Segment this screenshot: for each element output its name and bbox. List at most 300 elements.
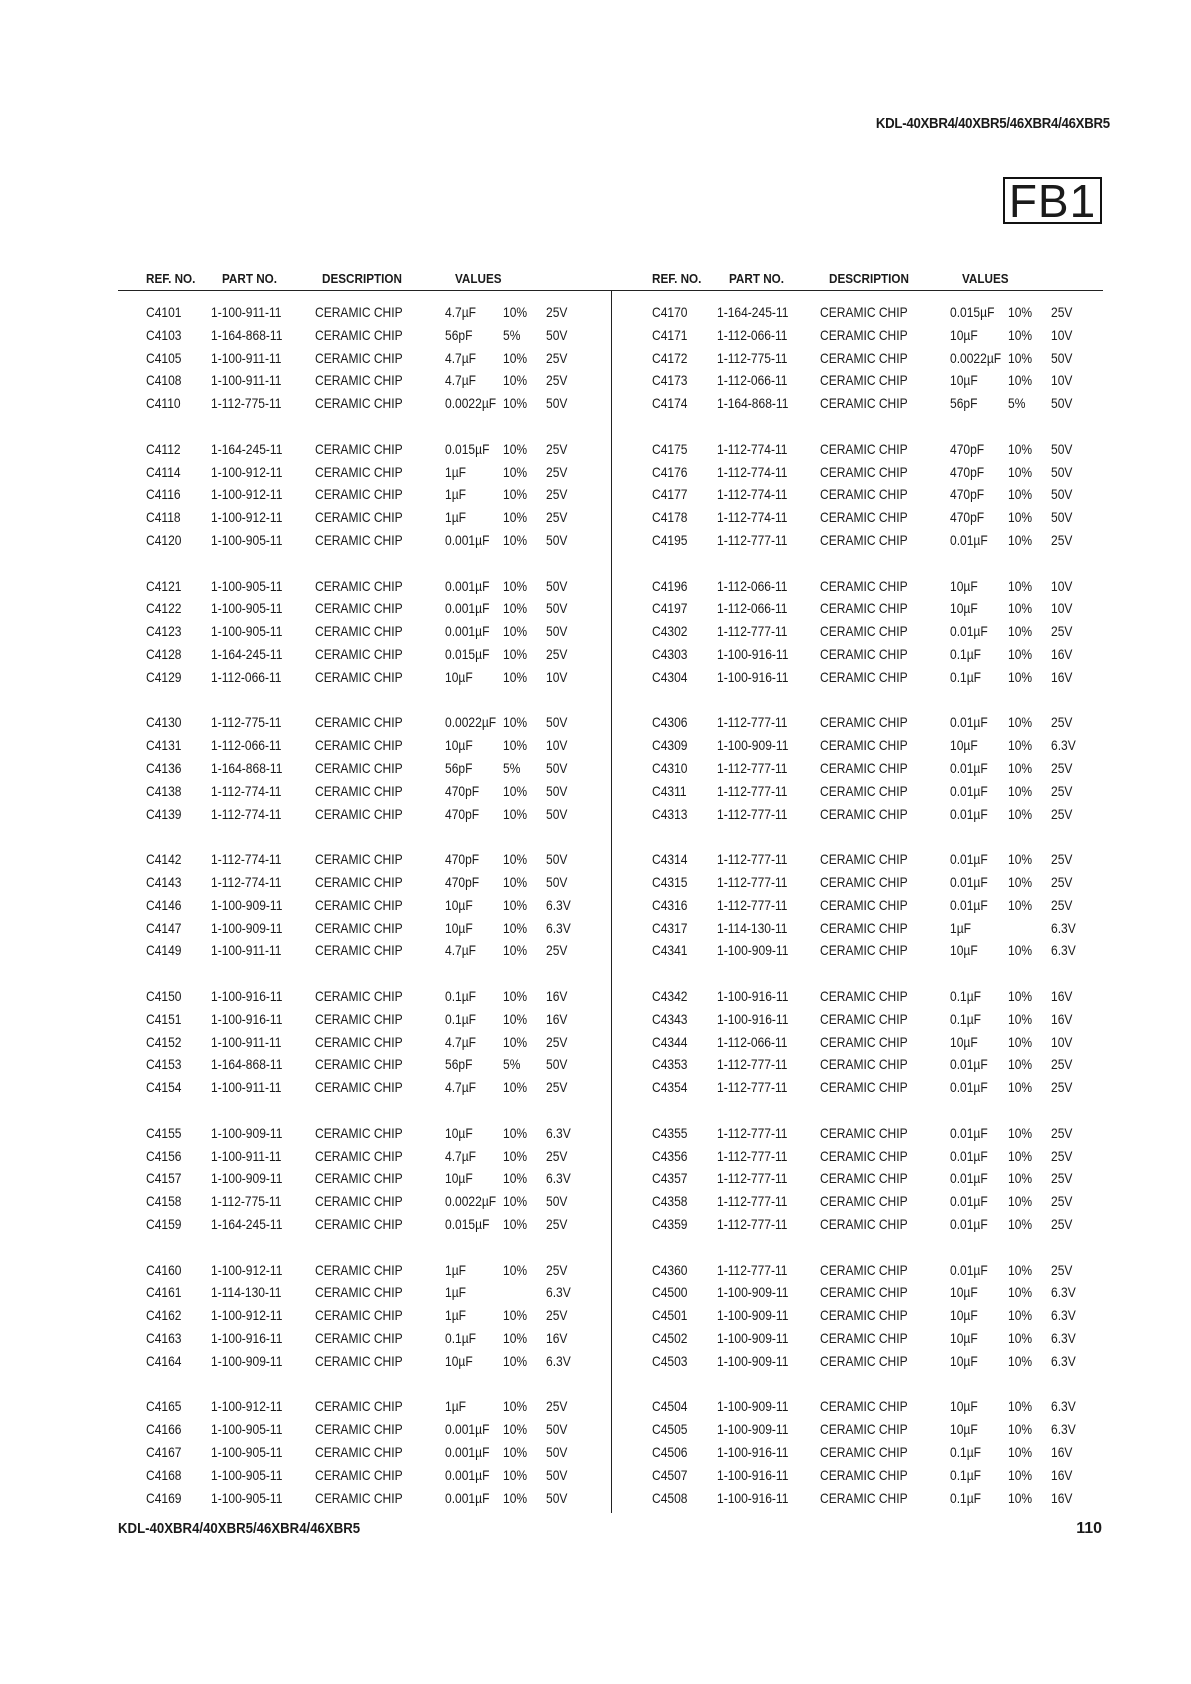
left-voltage: 25V — [546, 509, 568, 526]
right-ref-no: C4317 — [652, 919, 688, 936]
left-tolerance: 10% — [503, 1216, 528, 1232]
right-tolerance: 10% — [1008, 1444, 1033, 1460]
right-description: CERAMIC CHIP — [820, 1330, 908, 1346]
left-description: CERAMIC CHIP — [315, 532, 403, 548]
right-tolerance: 10% — [1008, 874, 1033, 890]
right-ref-no: C4177 — [652, 486, 688, 503]
left-ref-no: C4149 — [146, 942, 182, 959]
left-tolerance: 10% — [503, 486, 528, 503]
right-tolerance: 10% — [1008, 782, 1033, 799]
right-value: 0.0022µF — [950, 349, 1002, 366]
right-voltage: 10V — [1051, 326, 1073, 343]
right-ref-no: C4303 — [652, 646, 688, 662]
right-voltage: 10V — [1051, 372, 1073, 389]
left-description: CERAMIC CHIP — [315, 326, 403, 343]
right-part-no: 1-112-777-11 — [717, 805, 788, 822]
right-part-no: 1-112-777-11 — [717, 623, 788, 640]
right-ref-no: C4503 — [652, 1352, 688, 1369]
right-value: 0.01µF — [950, 896, 988, 913]
left-description: CERAMIC CHIP — [315, 349, 403, 366]
left-tolerance: 10% — [503, 440, 528, 457]
right-description: CERAMIC CHIP — [820, 1489, 908, 1506]
left-voltage: 25V — [546, 1398, 568, 1415]
left-part-no: 1-100-912-11 — [211, 486, 283, 503]
left-ref-no: C4169 — [146, 1489, 182, 1506]
right-description: CERAMIC CHIP — [820, 1284, 908, 1301]
left-description: CERAMIC CHIP — [315, 1489, 403, 1506]
left-tolerance: 10% — [503, 1352, 528, 1369]
right-description: CERAMIC CHIP — [820, 600, 908, 617]
right-voltage: 25V — [1051, 1147, 1073, 1164]
left-ref-no: C4164 — [146, 1352, 182, 1369]
right-description: CERAMIC CHIP — [820, 737, 908, 754]
left-tolerance: 10% — [503, 1010, 528, 1027]
left-voltage: 25V — [546, 304, 568, 320]
right-description: CERAMIC CHIP — [820, 1444, 908, 1460]
left-voltage: 25V — [546, 1033, 568, 1050]
right-value: 470pF — [950, 509, 985, 526]
right-voltage: 50V — [1051, 486, 1073, 503]
right-part-no: 1-112-066-11 — [717, 372, 788, 389]
right-voltage: 16V — [1051, 1489, 1073, 1506]
left-tolerance: 10% — [503, 600, 528, 617]
left-description: CERAMIC CHIP — [315, 486, 403, 503]
right-part-no: 1-100-916-11 — [717, 1466, 789, 1483]
right-ref-no: C4315 — [652, 874, 688, 890]
right-part-no: 1-112-774-11 — [717, 463, 788, 480]
left-ref-no: C4123 — [146, 623, 182, 640]
left-part-no: 1-100-911-11 — [211, 372, 282, 389]
left-value: 470pF — [445, 874, 480, 890]
right-value: 470pF — [950, 486, 985, 503]
left-ref-no: C4152 — [146, 1033, 182, 1050]
left-tolerance: 10% — [503, 1398, 528, 1415]
right-tolerance: 10% — [1008, 349, 1033, 366]
left-voltage: 50V — [546, 714, 568, 731]
right-value: 10µF — [950, 1398, 978, 1415]
left-voltage: 50V — [546, 600, 568, 617]
board-label-box — [1003, 175, 1102, 227]
left-ref-no: C4101 — [146, 304, 182, 320]
right-ref-no: C4359 — [652, 1216, 688, 1232]
right-description: CERAMIC CHIP — [820, 1147, 908, 1164]
right-tolerance: 10% — [1008, 988, 1033, 1004]
left-ref-no: C4163 — [146, 1330, 182, 1346]
left-description: CERAMIC CHIP — [315, 1330, 403, 1346]
left-part-no: 1-100-916-11 — [211, 988, 283, 1004]
left-value: 0.1µF — [445, 1330, 477, 1346]
left-value: 10µF — [445, 896, 473, 913]
left-part-no: 1-112-775-11 — [211, 1193, 282, 1210]
right-voltage: 25V — [1051, 874, 1073, 890]
right-part-no: 1-112-777-11 — [717, 1056, 788, 1073]
right-ref-no: C4171 — [652, 326, 688, 343]
right-part-no: 1-100-916-11 — [717, 668, 789, 685]
left-value: 10µF — [445, 919, 473, 936]
left-value: 0.015µF — [445, 1216, 490, 1232]
left-voltage: 50V — [546, 760, 568, 776]
left-voltage: 50V — [546, 326, 568, 343]
right-ref-no: C4306 — [652, 714, 688, 731]
left-ref-no: C4159 — [146, 1216, 182, 1232]
right-ref-no: C4344 — [652, 1033, 688, 1050]
right-voltage: 50V — [1051, 349, 1073, 366]
left-part-no: 1-112-066-11 — [211, 737, 282, 754]
left-ref-no: C4138 — [146, 782, 182, 799]
left-value: 0.0022µF — [445, 714, 497, 731]
left-voltage: 16V — [546, 1330, 568, 1346]
left-value: 4.7µF — [445, 349, 477, 366]
right-tolerance: 10% — [1008, 805, 1033, 822]
right-value: 10µF — [950, 1033, 978, 1050]
left-ref-no: C4136 — [146, 760, 182, 776]
right-part-no: 1-112-777-11 — [717, 1170, 788, 1187]
left-part-no: 1-100-905-11 — [211, 577, 283, 594]
right-voltage: 6.3V — [1051, 1307, 1076, 1324]
right-tolerance: 10% — [1008, 1216, 1033, 1232]
right-part-no: 1-112-777-11 — [717, 1216, 788, 1232]
right-part-no: 1-164-245-11 — [717, 304, 789, 320]
col-header-ref-left: REF. NO. — [146, 271, 196, 286]
right-value: 0.01µF — [950, 1124, 988, 1141]
right-part-no: 1-112-777-11 — [717, 851, 788, 868]
right-tolerance: 5% — [1008, 395, 1026, 412]
left-description: CERAMIC CHIP — [315, 1147, 403, 1164]
left-tolerance: 10% — [503, 1421, 528, 1438]
left-tolerance: 10% — [503, 1170, 528, 1187]
right-tolerance: 10% — [1008, 600, 1033, 617]
left-description: CERAMIC CHIP — [315, 760, 403, 776]
right-part-no: 1-100-909-11 — [717, 737, 789, 754]
right-voltage: 6.3V — [1051, 1284, 1076, 1301]
left-tolerance: 10% — [503, 1124, 528, 1141]
right-ref-no: C4354 — [652, 1079, 688, 1096]
right-value: 10µF — [950, 942, 978, 959]
right-value: 0.01µF — [950, 1056, 988, 1073]
left-part-no: 1-100-905-11 — [211, 532, 283, 548]
right-description: CERAMIC CHIP — [820, 1124, 908, 1141]
right-ref-no: C4196 — [652, 577, 688, 594]
left-description: CERAMIC CHIP — [315, 577, 403, 594]
right-tolerance: 10% — [1008, 896, 1033, 913]
left-voltage: 6.3V — [546, 896, 571, 913]
left-part-no: 1-100-916-11 — [211, 1010, 283, 1027]
right-ref-no: C4314 — [652, 851, 688, 868]
left-part-no: 1-164-868-11 — [211, 326, 283, 343]
left-value: 1µF — [445, 1261, 466, 1278]
right-voltage: 25V — [1051, 782, 1073, 799]
page-number: 110 — [1076, 1520, 1102, 1537]
right-ref-no: C4170 — [652, 304, 688, 320]
right-part-no: 1-100-916-11 — [717, 1010, 789, 1027]
right-voltage: 6.3V — [1051, 737, 1076, 754]
left-value: 0.001µF — [445, 1466, 490, 1483]
right-value: 10µF — [950, 1284, 978, 1301]
left-part-no: 1-112-775-11 — [211, 714, 282, 731]
left-description: CERAMIC CHIP — [315, 1466, 403, 1483]
left-part-no: 1-114-130-11 — [211, 1284, 282, 1301]
right-voltage: 10V — [1051, 1033, 1073, 1050]
right-value: 10µF — [950, 1352, 978, 1369]
left-voltage: 50V — [546, 1489, 568, 1506]
right-description: CERAMIC CHIP — [820, 372, 908, 389]
right-value: 0.1µF — [950, 668, 982, 685]
right-description: CERAMIC CHIP — [820, 988, 908, 1004]
right-voltage: 6.3V — [1051, 942, 1076, 959]
right-voltage: 6.3V — [1051, 1421, 1076, 1438]
left-ref-no: C4112 — [146, 440, 181, 457]
col-header-ref-right: REF. NO. — [652, 271, 702, 286]
left-value: 4.7µF — [445, 942, 477, 959]
right-tolerance: 10% — [1008, 737, 1033, 754]
left-part-no: 1-112-774-11 — [211, 874, 282, 890]
right-tolerance: 10% — [1008, 1330, 1033, 1346]
right-part-no: 1-100-916-11 — [717, 646, 789, 662]
right-tolerance: 10% — [1008, 577, 1033, 594]
right-value: 0.01µF — [950, 532, 988, 548]
left-voltage: 6.3V — [546, 919, 571, 936]
right-value: 10µF — [950, 1421, 978, 1438]
left-part-no: 1-100-909-11 — [211, 1170, 283, 1187]
left-description: CERAMIC CHIP — [315, 1193, 403, 1210]
left-tolerance: 10% — [503, 349, 528, 366]
left-value: 470pF — [445, 782, 480, 799]
right-ref-no: C4356 — [652, 1147, 688, 1164]
left-value: 56pF — [445, 326, 473, 343]
left-part-no: 1-100-911-11 — [211, 942, 282, 959]
right-voltage: 25V — [1051, 304, 1073, 320]
left-ref-no: C4168 — [146, 1466, 182, 1483]
left-value: 0.0022µF — [445, 395, 497, 412]
right-ref-no: C4309 — [652, 737, 688, 754]
left-tolerance: 10% — [503, 988, 528, 1004]
left-tolerance: 10% — [503, 577, 528, 594]
right-voltage: 16V — [1051, 1444, 1073, 1460]
left-ref-no: C4162 — [146, 1307, 182, 1324]
left-value: 0.1µF — [445, 988, 477, 1004]
left-ref-no: C4120 — [146, 532, 182, 548]
right-value: 10µF — [950, 326, 978, 343]
left-part-no: 1-100-912-11 — [211, 1398, 283, 1415]
right-value: 10µF — [950, 600, 978, 617]
left-value: 10µF — [445, 737, 473, 754]
right-value: 0.01µF — [950, 874, 988, 890]
right-tolerance: 10% — [1008, 851, 1033, 868]
left-part-no: 1-100-911-11 — [211, 349, 282, 366]
left-voltage: 10V — [546, 668, 568, 685]
left-tolerance: 10% — [503, 646, 528, 662]
right-part-no: 1-112-066-11 — [717, 326, 788, 343]
col-header-desc-right: DESCRIPTION — [829, 271, 909, 286]
left-voltage: 50V — [546, 395, 568, 412]
left-value: 1µF — [445, 1307, 466, 1324]
right-description: CERAMIC CHIP — [820, 714, 908, 731]
right-voltage: 6.3V — [1051, 1352, 1076, 1369]
left-value: 4.7µF — [445, 1147, 477, 1164]
right-tolerance: 10% — [1008, 304, 1033, 320]
left-tolerance: 10% — [503, 623, 528, 640]
left-description: CERAMIC CHIP — [315, 782, 403, 799]
left-ref-no: C4153 — [146, 1056, 182, 1073]
right-voltage: 16V — [1051, 646, 1073, 662]
right-tolerance: 10% — [1008, 668, 1033, 685]
left-description: CERAMIC CHIP — [315, 874, 403, 890]
right-ref-no: C4173 — [652, 372, 688, 389]
right-value: 0.01µF — [950, 805, 988, 822]
left-value: 0.001µF — [445, 577, 490, 594]
left-value: 0.001µF — [445, 1444, 490, 1460]
right-value: 0.01µF — [950, 782, 988, 799]
left-voltage: 6.3V — [546, 1284, 571, 1301]
left-description: CERAMIC CHIP — [315, 509, 403, 526]
right-tolerance: 10% — [1008, 1466, 1033, 1483]
left-description: CERAMIC CHIP — [315, 1261, 403, 1278]
left-part-no: 1-100-909-11 — [211, 896, 283, 913]
left-voltage: 50V — [546, 1444, 568, 1460]
left-tolerance: 10% — [503, 851, 528, 868]
left-part-no: 1-100-911-11 — [211, 304, 282, 320]
right-description: CERAMIC CHIP — [820, 304, 908, 320]
right-value: 0.01µF — [950, 623, 988, 640]
col-header-values-left: VALUES — [455, 271, 502, 286]
right-ref-no: C4176 — [652, 463, 688, 480]
left-tolerance: 10% — [503, 1466, 528, 1483]
left-description: CERAMIC CHIP — [315, 1010, 403, 1027]
left-part-no: 1-100-909-11 — [211, 919, 283, 936]
col-header-desc-left: DESCRIPTION — [322, 271, 402, 286]
right-part-no: 1-112-777-11 — [717, 1193, 788, 1210]
right-description: CERAMIC CHIP — [820, 1352, 908, 1369]
left-voltage: 50V — [546, 577, 568, 594]
left-ref-no: C4158 — [146, 1193, 182, 1210]
right-description: CERAMIC CHIP — [820, 1079, 908, 1096]
left-tolerance: 10% — [503, 1079, 528, 1096]
right-description: CERAMIC CHIP — [820, 1261, 908, 1278]
right-tolerance: 10% — [1008, 646, 1033, 662]
left-voltage: 50V — [546, 1466, 568, 1483]
col-header-part-right: PART NO. — [729, 271, 785, 286]
right-tolerance: 10% — [1008, 1489, 1033, 1506]
right-part-no: 1-112-777-11 — [717, 1124, 788, 1141]
right-ref-no: C4310 — [652, 760, 688, 776]
left-ref-no: C4110 — [146, 395, 181, 412]
left-tolerance: 10% — [503, 919, 528, 936]
right-part-no: 1-112-774-11 — [717, 509, 788, 526]
left-tolerance: 10% — [503, 304, 528, 320]
left-ref-no: C4116 — [146, 486, 181, 503]
right-tolerance: 10% — [1008, 1284, 1033, 1301]
right-ref-no: C4358 — [652, 1193, 688, 1210]
right-description: CERAMIC CHIP — [820, 942, 908, 959]
left-value: 0.001µF — [445, 600, 490, 617]
left-voltage: 50V — [546, 851, 568, 868]
left-description: CERAMIC CHIP — [315, 1284, 403, 1301]
left-description: CERAMIC CHIP — [315, 600, 403, 617]
right-value: 0.1µF — [950, 1466, 982, 1483]
right-ref-no: C4313 — [652, 805, 688, 822]
right-value: 0.01µF — [950, 1216, 988, 1232]
right-part-no: 1-112-774-11 — [717, 486, 788, 503]
right-part-no: 1-112-777-11 — [717, 782, 788, 799]
right-description: CERAMIC CHIP — [820, 1421, 908, 1438]
left-value: 56pF — [445, 760, 473, 776]
right-tolerance: 10% — [1008, 326, 1033, 343]
right-description: CERAMIC CHIP — [820, 782, 908, 799]
left-part-no: 1-164-868-11 — [211, 760, 283, 776]
left-ref-no: C4161 — [146, 1284, 182, 1301]
left-value: 0.015µF — [445, 646, 490, 662]
left-description: CERAMIC CHIP — [315, 1307, 403, 1324]
left-value: 0.1µF — [445, 1010, 477, 1027]
right-value: 0.01µF — [950, 714, 988, 731]
col-header-part-left: PART NO. — [222, 271, 278, 286]
left-ref-no: C4129 — [146, 668, 182, 685]
left-ref-no: C4167 — [146, 1444, 182, 1460]
left-tolerance: 10% — [503, 1489, 528, 1506]
right-part-no: 1-100-909-11 — [717, 1330, 789, 1346]
right-value: 10µF — [950, 1330, 978, 1346]
right-voltage: 6.3V — [1051, 1330, 1076, 1346]
left-ref-no: C4121 — [146, 577, 182, 594]
left-ref-no: C4142 — [146, 851, 182, 868]
right-voltage: 16V — [1051, 1010, 1073, 1027]
right-tolerance: 10% — [1008, 760, 1033, 776]
footer-model: KDL-40XBR4/40XBR5/46XBR4/46XBR5 — [118, 1520, 361, 1537]
left-tolerance: 10% — [503, 395, 528, 412]
right-description: CERAMIC CHIP — [820, 623, 908, 640]
left-description: CERAMIC CHIP — [315, 1398, 403, 1415]
left-value: 470pF — [445, 851, 480, 868]
left-ref-no: C4118 — [146, 509, 181, 526]
right-value: 56pF — [950, 395, 978, 412]
left-tolerance: 10% — [503, 896, 528, 913]
left-part-no: 1-112-774-11 — [211, 805, 282, 822]
right-part-no: 1-100-909-11 — [717, 1421, 789, 1438]
left-value: 56pF — [445, 1056, 473, 1073]
right-value: 0.1µF — [950, 1444, 982, 1460]
left-voltage: 25V — [546, 1147, 568, 1164]
right-voltage: 25V — [1051, 623, 1073, 640]
left-value: 0.001µF — [445, 1489, 490, 1506]
left-value: 0.001µF — [445, 1421, 490, 1438]
right-ref-no: C4172 — [652, 349, 688, 366]
right-part-no: 1-100-909-11 — [717, 942, 789, 959]
left-voltage: 50V — [546, 874, 568, 890]
right-tolerance: 10% — [1008, 623, 1033, 640]
left-voltage: 10V — [546, 737, 568, 754]
left-description: CERAMIC CHIP — [315, 1216, 403, 1232]
right-voltage: 25V — [1051, 1193, 1073, 1210]
left-part-no: 1-100-905-11 — [211, 1444, 283, 1460]
right-part-no: 1-112-777-11 — [717, 714, 788, 731]
left-ref-no: C4150 — [146, 988, 182, 1004]
left-tolerance: 5% — [503, 1056, 521, 1073]
right-voltage: 25V — [1051, 896, 1073, 913]
left-voltage: 6.3V — [546, 1124, 571, 1141]
left-tolerance: 10% — [503, 737, 528, 754]
right-tolerance: 10% — [1008, 1398, 1033, 1415]
right-description: CERAMIC CHIP — [820, 349, 908, 366]
left-ref-no: C4105 — [146, 349, 182, 366]
right-ref-no: C4357 — [652, 1170, 688, 1187]
left-voltage: 25V — [546, 372, 568, 389]
right-voltage: 50V — [1051, 463, 1073, 480]
left-part-no: 1-112-775-11 — [211, 395, 282, 412]
right-part-no: 1-112-775-11 — [717, 349, 788, 366]
left-value: 4.7µF — [445, 304, 477, 320]
right-tolerance: 10% — [1008, 714, 1033, 731]
right-part-no: 1-112-777-11 — [717, 1147, 788, 1164]
